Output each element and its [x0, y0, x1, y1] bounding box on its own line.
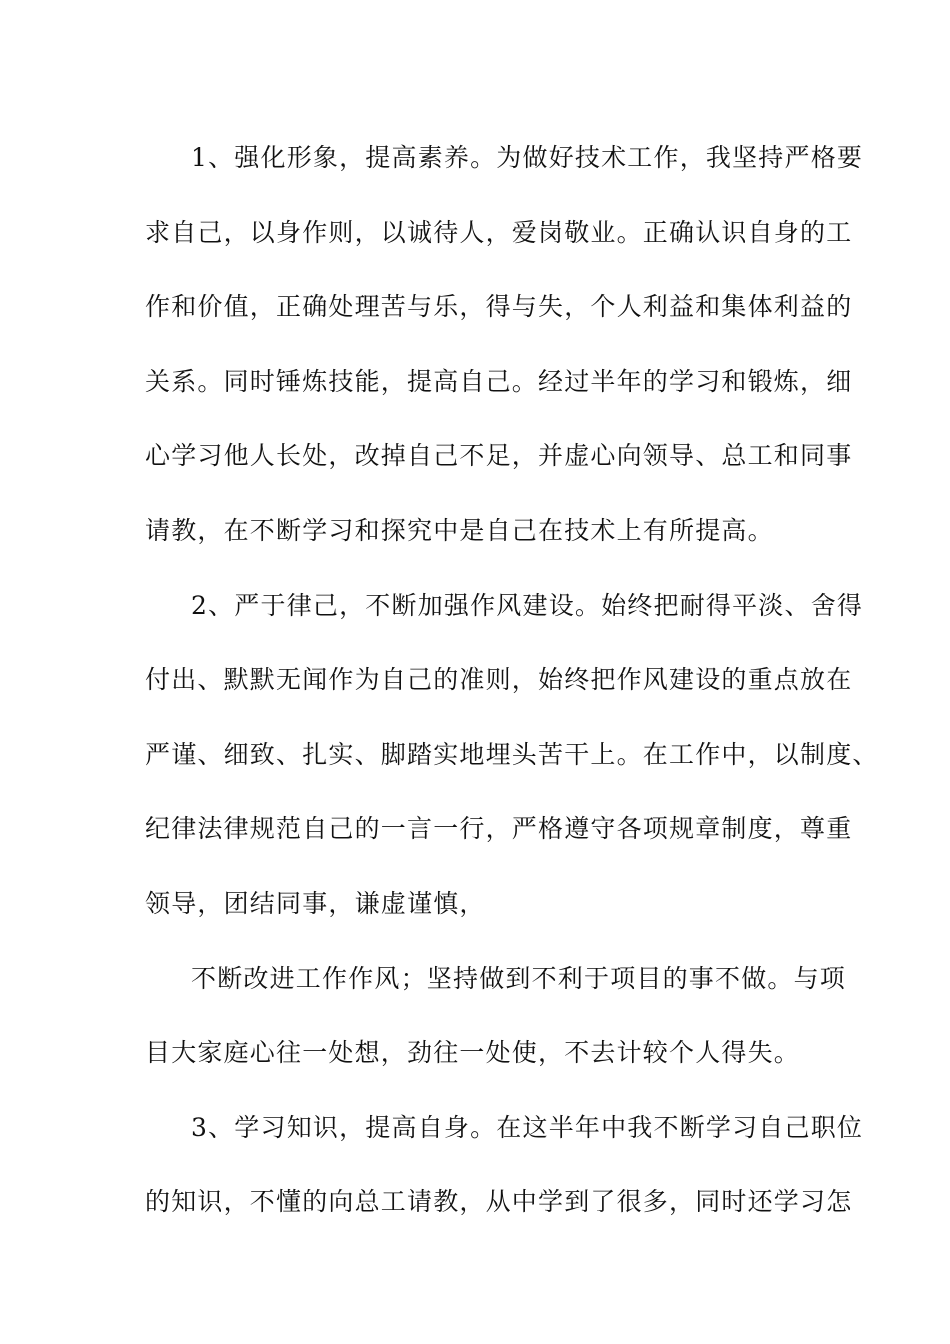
paragraph-line: 请教，在不断学习和探究中是自己在技术上有所提高。 [145, 515, 774, 545]
paragraph-line: 严谨、细致、扎实、脚踏实地埋头苦干上。在工作中，以制度、 [145, 739, 879, 769]
paragraph-line: 求自己，以身作则，以诚待人，爱岗敬业。正确认识自身的工 [145, 217, 853, 247]
paragraph-line: 付出、默默无闻作为自己的准则，始终把作风建设的重点放在 [145, 665, 853, 695]
paragraph-line: 关系。同时锤炼技能，提高自己。经过半年的学习和锻炼，细 [145, 366, 853, 396]
paragraph-line: 3、学习知识，提高自身。在这半年中我不断学习自己职位 [191, 1112, 864, 1142]
document-body [145, 121, 879, 1240]
paragraph-2 [145, 569, 879, 942]
paragraph-3 [145, 942, 847, 1091]
paragraph-line: 2、严于律己，不断加强作风建设。始终把耐得平淡、舍得 [191, 590, 864, 620]
paragraph-line: 纪律法律规范自己的一言一行，严格遵守各项规章制度，尊重 [145, 814, 853, 844]
paragraph-line: 不断改进工作作风；坚持做到不利于项目的事不做。与项 [191, 963, 847, 993]
paragraph-line: 心学习他人长处，改掉自己不足，并虚心向领导、总工和同事 [145, 441, 853, 471]
paragraph-line: 目大家庭心往一处想，劲往一处使，不去计较个人得失。 [145, 1038, 801, 1068]
paragraph-1 [145, 121, 864, 569]
paragraph-line: 作和价值，正确处理苦与乐，得与失，个人利益和集体利益的 [145, 292, 853, 322]
paragraph-4 [145, 1091, 864, 1240]
paragraph-line: 领导，团结同事，谦虚谨慎， [145, 888, 486, 918]
paragraph-line: 1、强化形象，提高素养。为做好技术工作，我坚持严格要 [191, 143, 864, 172]
paragraph-line: 的知识，不懂的向总工请教，从中学到了很多，同时还学习怎 [145, 1187, 853, 1217]
